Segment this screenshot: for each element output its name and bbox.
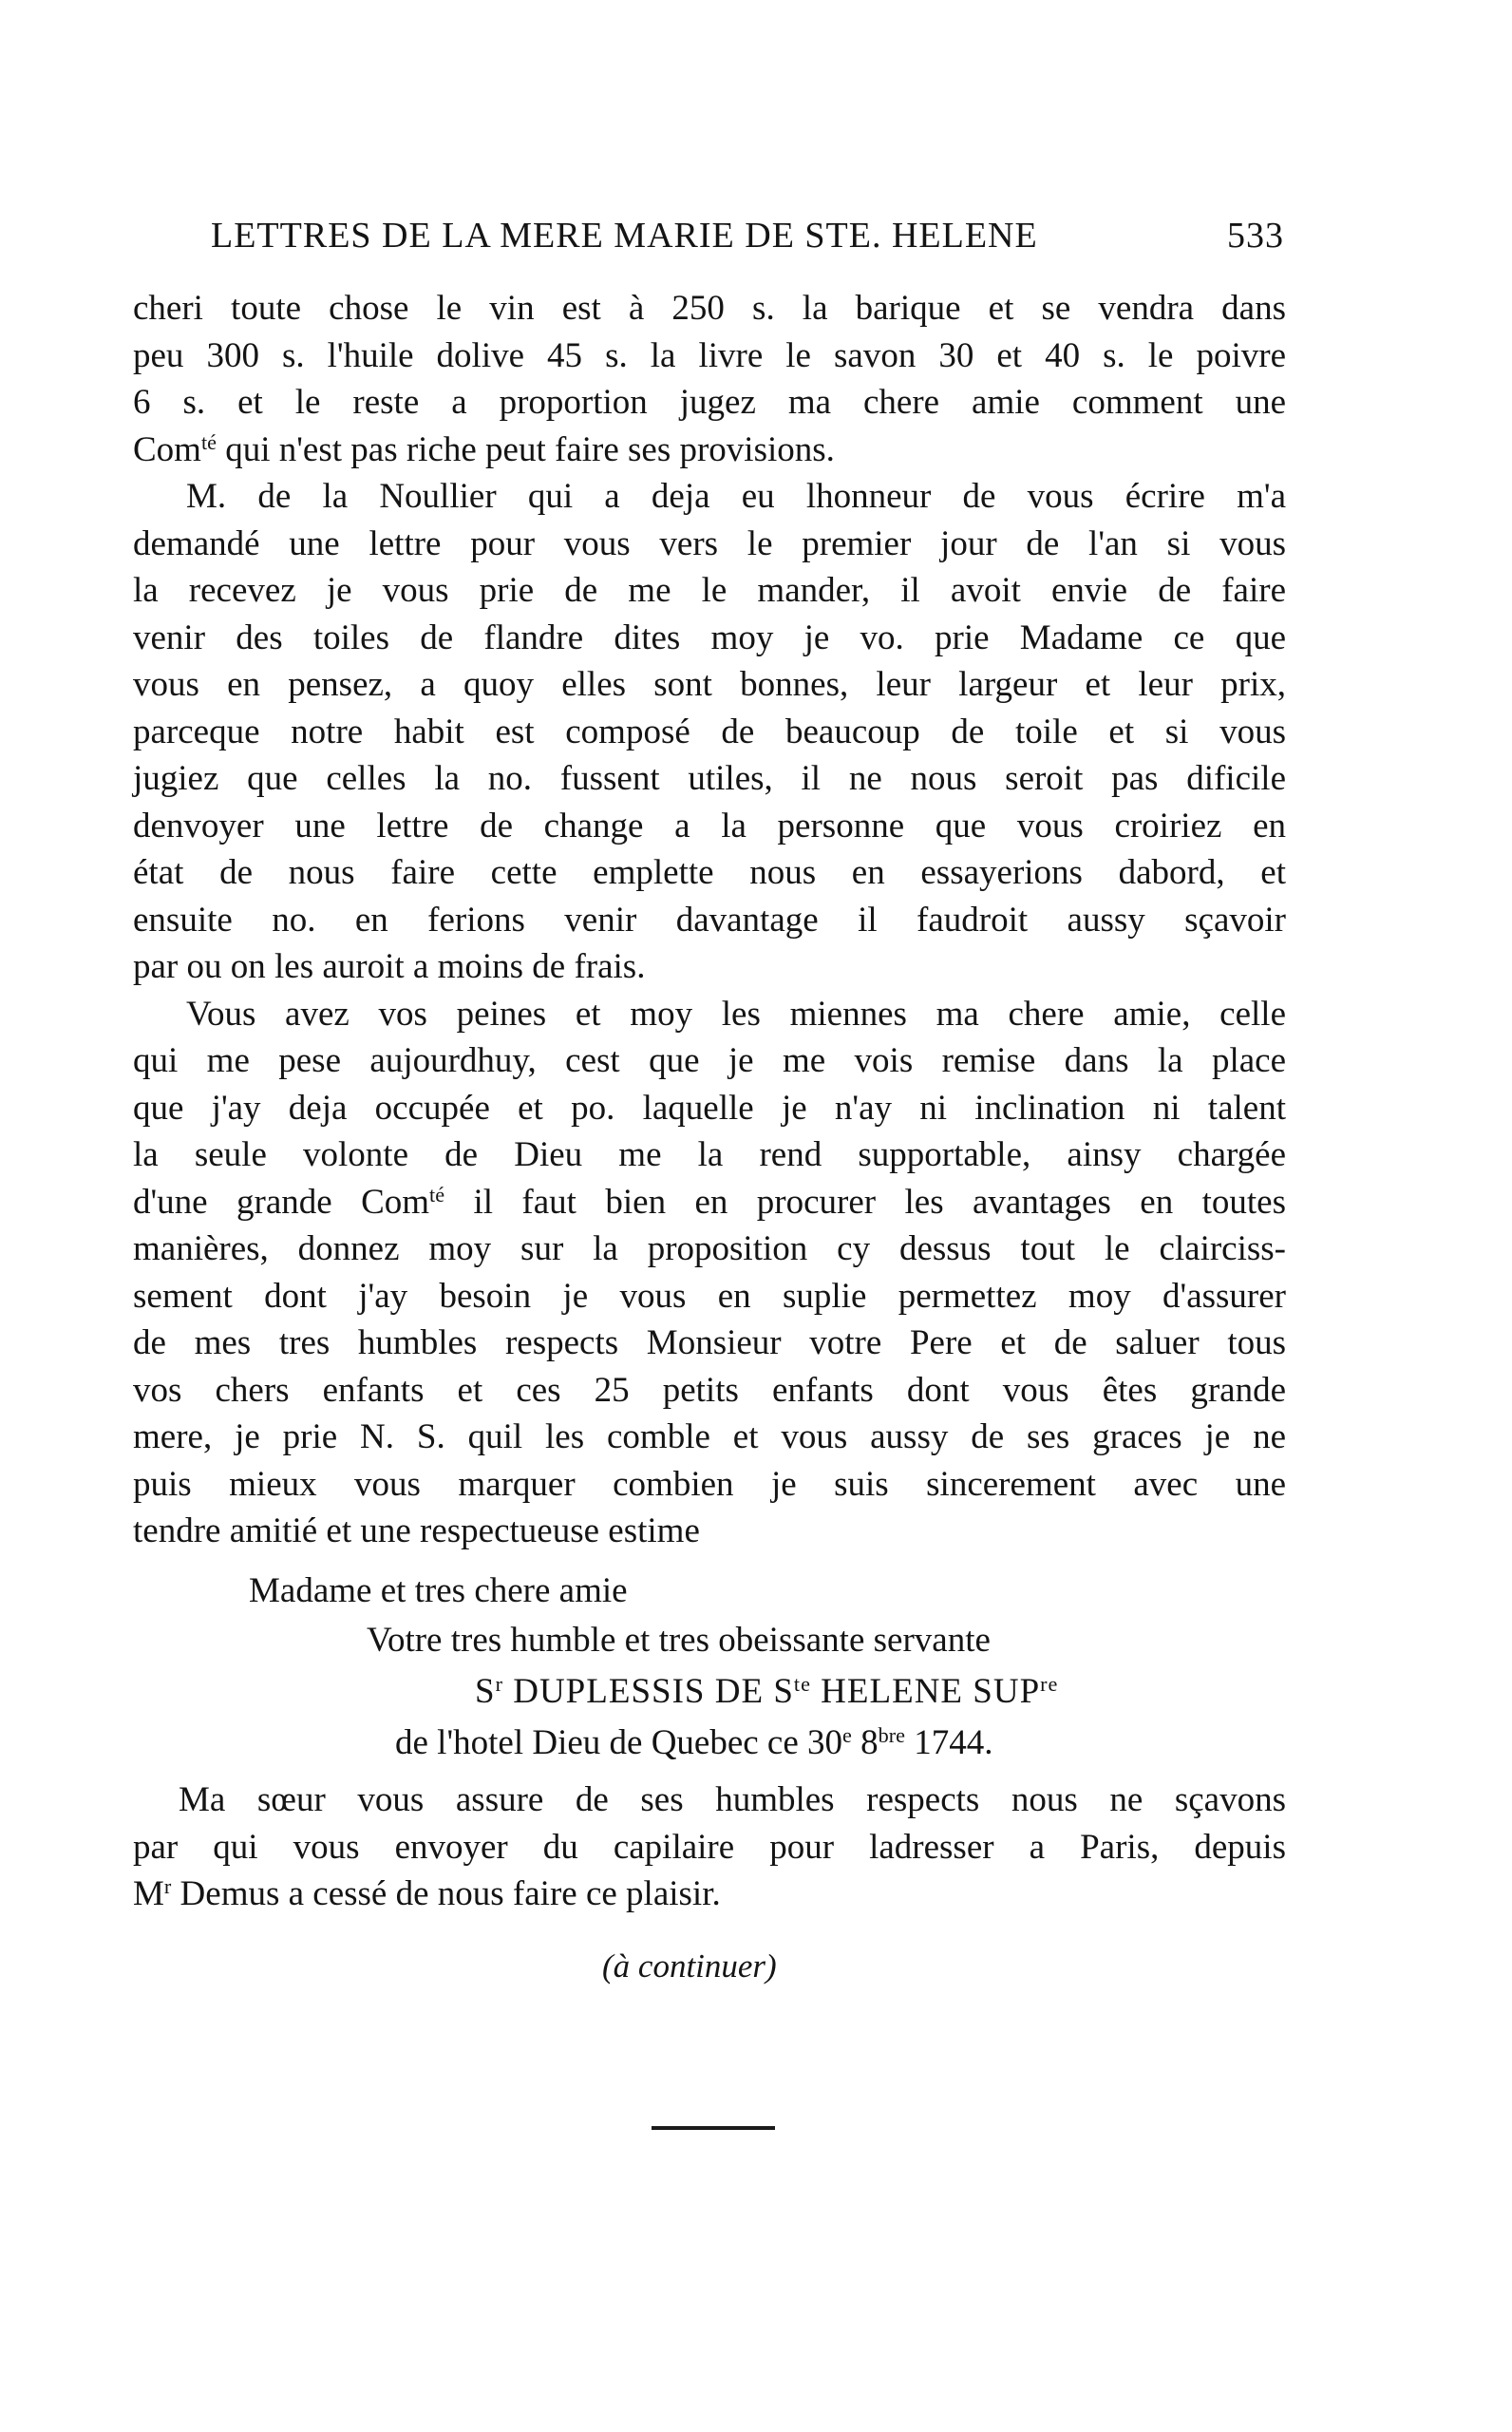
superscript: té	[429, 1182, 445, 1206]
postscript	[133, 1776, 1286, 1918]
text-line	[133, 1179, 1286, 1226]
paragraph-1	[133, 285, 1286, 473]
signature-part: HELENE SUP	[821, 1672, 1041, 1711]
text-line: jugiez que celles la no. fussent utiles, il ne nous seroit pas dificile	[133, 759, 1286, 798]
place-date	[395, 1720, 992, 1767]
valediction: Votre tres humble et tres obeissante servante	[367, 1621, 991, 1660]
text-line: vos chers enfants et ces 25 petits enfants dont vous êtes grande	[133, 1370, 1286, 1410]
text-line: la seule volonte de Dieu me la rend supportable, ainsy chargée	[133, 1135, 1286, 1174]
text-line: ensuite no. en ferions venir davantage il faudroit aussy sçavoir	[133, 900, 1286, 940]
text-line: Vous avez vos peines et moy les miennes ma chere amie, celle	[186, 994, 1286, 1034]
text-fragment: M	[133, 1874, 164, 1913]
text-fragment: d'une grande	[133, 1182, 332, 1222]
salutation: Madame et tres chere amie	[249, 1571, 628, 1610]
text-line: mere, je prie N. S. quil les comble et vous aussy de ses graces je ne	[133, 1417, 1286, 1456]
text-line: par ou on les auroit a moins de frais.	[133, 947, 646, 986]
superscript: r	[163, 1873, 172, 1898]
text-line: puis mieux vous marquer combien je suis sincerement avec une	[133, 1464, 1286, 1504]
text-line: vous en pensez, a quoy elles sont bonnes, leur largeur et leur prix,	[133, 665, 1286, 704]
paragraph-2	[133, 473, 1286, 991]
text-line: de mes tres humbles respects Monsieur votre Pere et de saluer tous	[133, 1323, 1286, 1362]
text-line: denvoyer une lettre de change a la personne que vous croiriez en	[133, 806, 1286, 846]
superscript: té	[200, 429, 217, 454]
superscript: re	[1040, 1671, 1059, 1696]
text-fragment: Demus a cessé de nous faire ce plaisir.	[180, 1874, 721, 1913]
text-line: M. de la Noullier qui a deja eu lhonneur de vous écrire m'a	[186, 477, 1286, 516]
place-date-year: 1744.	[914, 1723, 993, 1762]
superscript: e	[842, 1722, 852, 1747]
text-line: tendre amitié et une respectueuse estime	[133, 1511, 700, 1550]
continuation-note: (à continuer)	[602, 1948, 777, 1985]
signature-part: DUPLESSIS DE S	[513, 1672, 794, 1711]
text-line: sement dont j'ay besoin je vous en suplie permettez moy d'assurer	[133, 1276, 1286, 1316]
abbreviation: Com	[361, 1182, 430, 1222]
running-title: LETTRES DE LA MERE MARIE DE STE. HELENE	[211, 216, 1038, 256]
letter-body	[133, 285, 1286, 1555]
text-line: la recevez je vous prie de me le mander, il avoit envie de faire	[133, 571, 1286, 610]
text-line: venir des toiles de flandre dites moy je vo. prie Madame ce que	[133, 618, 1286, 657]
abbreviation: Com	[133, 429, 201, 469]
text-line: manières, donnez moy sur la proposition cy dessus tout le clairciss-	[133, 1229, 1286, 1268]
text-line: 6 s. et le reste a proportion jugez ma chere amie comment une	[133, 383, 1286, 422]
text-line: Ma sœur vous assure de ses humbles respects nous ne sçavons	[179, 1780, 1286, 1819]
text-line: que j'ay deja occupée et po. laquelle je n'ay ni inclination ni talent	[133, 1088, 1286, 1128]
paragraph-3	[133, 991, 1286, 1555]
section-rule	[652, 2126, 775, 2130]
text-line: cheri toute chose le vin est à 250 s. la barique et se vendra dans	[133, 289, 1286, 328]
text-line: qui me pese aujourdhuy, cest que je me vois remise dans la place	[133, 1041, 1286, 1080]
signature	[475, 1668, 1058, 1716]
superscript: bre	[878, 1722, 905, 1747]
superscript: r	[495, 1671, 503, 1696]
page-number: 533	[1227, 216, 1284, 256]
text-line: par qui vous envoyer du capilaire pour ladresser a Paris, depuis	[133, 1827, 1286, 1867]
text-line: demandé une lettre pour vous vers le premier jour de l'an si vous	[133, 523, 1286, 563]
text-fragment: qui n'est pas riche peut faire ses provisions.	[225, 429, 835, 469]
text-line: état de nous faire cette emplette nous en essayerions dabord, et	[133, 853, 1286, 892]
text-line: parceque notre habit est composé de beaucoup de toile et si vous	[133, 712, 1286, 751]
superscript: te	[793, 1671, 811, 1696]
place-date-month: 8	[860, 1723, 879, 1762]
running-head	[211, 215, 1284, 256]
place-date-text: de l'hotel Dieu de Quebec ce 30	[395, 1723, 843, 1762]
text-line	[133, 1871, 1286, 1918]
text-line	[133, 427, 1286, 474]
text-fragment: il faut bien en procurer les avantages en toutes	[473, 1182, 1286, 1222]
text-line: peu 300 s. l'huile dolive 45 s. la livre le savon 30 et 40 s. le poivre	[133, 335, 1286, 375]
signature-part: S	[475, 1672, 496, 1711]
